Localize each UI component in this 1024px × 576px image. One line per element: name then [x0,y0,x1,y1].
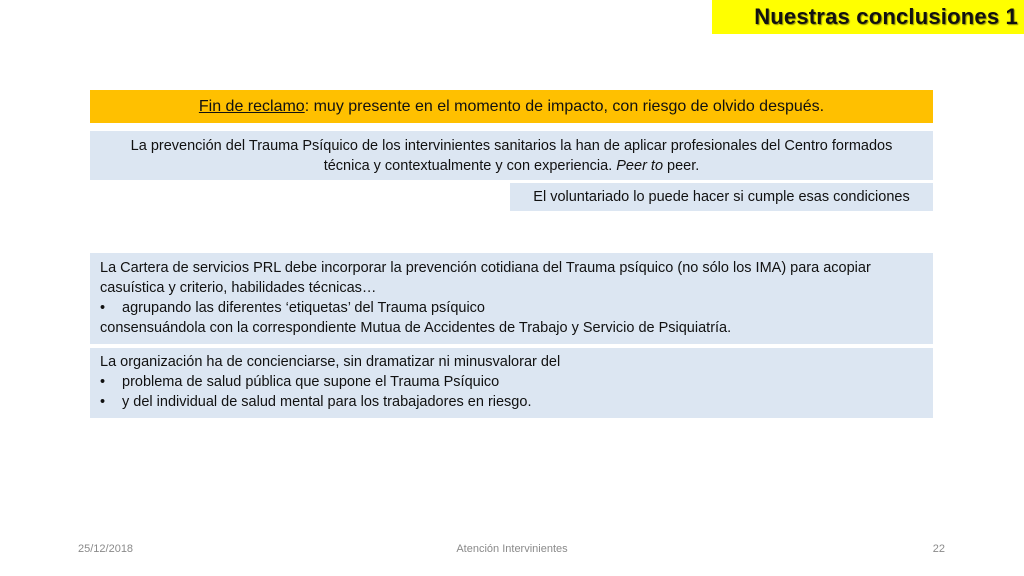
organization-intro: La organización ha de concienciarse, sin dramatizar ni minusvalorar del [100,354,561,370]
portfolio-intro: La Cartera de servicios PRL debe incorporar la prevención cotidiana del Trauma psíquico (no sólo los IMA) para acopiar casuística y criterio, habilidades técnicas… [100,260,871,296]
peer-to-italic: Peer to [616,158,664,174]
portfolio-outro: consensuándola con la correspondiente Mutua de Accidentes de Trabajo y Servicio de Psiquiatría. [100,320,732,336]
footer-page-number: 22 [932,543,945,555]
slide-title: Nuestras conclusiones 1 [754,4,1018,29]
prevention-line-2: técnica y contextualmente y con experiencia. Peer to peer. [323,158,700,174]
organization-bullet-1: • problema de salud pública que supone el Trauma Psíquico [100,372,923,392]
volunteer-box [510,183,933,211]
slide-title-banner [712,0,1024,34]
highlight-text: : muy presente en el momento de impacto, con riesgo de olvido después. [304,97,825,115]
footer-center-text: Atención Intervinientes [456,543,568,555]
prevention-line-1: La prevención del Trauma Psíquico de los intervinientes sanitarios la han de aplicar profesionales del Centro formados [130,138,893,154]
prevention-box [90,131,933,180]
highlight-label: Fin de reclamo [198,97,305,115]
portfolio-box [90,253,933,344]
organization-bullet-2: • y del individual de salud mental para los trabajadores en riesgo. [100,392,923,412]
highlight-box [90,90,933,123]
portfolio-bullet: • agrupando las diferentes ‘etiquetas’ del Trauma psíquico [100,298,923,318]
organization-box [90,348,933,418]
volunteer-text: El voluntariado lo puede hacer si cumple esas condiciones [533,189,910,205]
footer-date: 25/12/2018 [78,543,134,555]
